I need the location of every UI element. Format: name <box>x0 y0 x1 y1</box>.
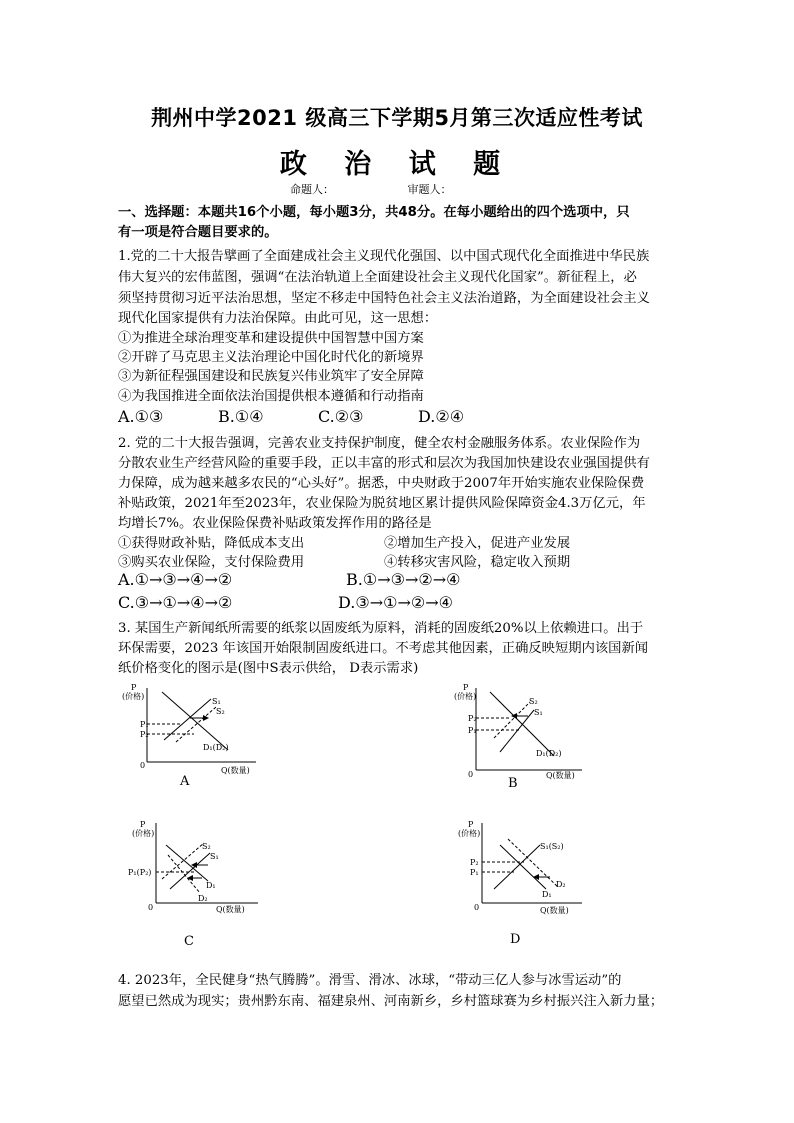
q1-item: ③为新征程强国建设和民族复兴伟业筑牢了安全屏障 <box>118 369 424 384</box>
graph-b-curve: S₂ <box>529 697 538 706</box>
graph-a-curve: S₁ <box>212 697 221 706</box>
reviewer-label: 审题人： <box>407 183 452 196</box>
q3-line: 环保需要，2023 年该国开始限制固废纸进口。不考虑其他因素，正确反映短期内该国新闻 <box>118 641 649 656</box>
graph-c-letter: C <box>184 934 194 949</box>
graph-a-letter: A <box>180 774 190 789</box>
q1-item: ①为推进全球治理变革和建设提供中国智慧中国方案 <box>118 331 424 346</box>
author-label: 命题人： <box>290 183 334 196</box>
q4-line: 愿望已然成为现实；贵州黔东南、福建泉州、河南新乡，乡村篮球赛为乡村振兴注入新力量； <box>118 994 664 1009</box>
graph-d-curve: S₁(S₂) <box>540 842 564 851</box>
q1-line: 须坚持贯彻习近平法治思想，坚定不移走中国特色社会主义法治道路，为全面建设社会主义 <box>118 291 650 306</box>
graph-d-p-unit: (价格) <box>458 829 481 838</box>
graph-a-curve: D₁(D₂) <box>203 743 229 752</box>
q1-line: 现代化国家提供有力法治保障。由此可见，这一思想： <box>118 311 438 326</box>
graph-b-curve: D₁(D₂) <box>536 749 562 758</box>
graph-c-q-axis: Q(数量) <box>216 905 245 914</box>
q1-line: 1.党的二十大报告擘画了全面建成社会主义现代化强国、以中国式现代化全面推进中华民族 <box>118 249 650 264</box>
graph-b-price: P₁ <box>468 726 477 735</box>
graph-b <box>450 680 600 780</box>
graph-b-p-axis: P <box>463 683 469 692</box>
graph-d-price: P₂ <box>470 858 479 867</box>
graph-d-letter: D <box>510 932 521 947</box>
q1-option-b: B.①④ <box>218 407 264 426</box>
graph-a-p-unit: (价格) <box>122 692 145 701</box>
graph-c-curve: S₁ <box>210 852 219 861</box>
graph-d-q-axis: Q(数量) <box>540 906 569 915</box>
q2-item: ④转移灾害风险，稳定收入预期 <box>384 555 571 570</box>
q1-option-d: D.②④ <box>418 407 465 426</box>
graph-b-curve: S₁ <box>534 708 543 717</box>
q2-line: 均增长7%。农业保险保费补贴政策发挥作用的路径是 <box>118 516 432 531</box>
q2-line: 分散农业生产经营风险的重要手段，正以丰富的形式和层次为我国加快建设农业强国提供有 <box>118 456 650 471</box>
graph-b-origin: 0 <box>468 770 474 779</box>
q2-item: ②增加生产投入，促进产业发展 <box>384 536 571 551</box>
graph-b-letter: B <box>508 776 518 791</box>
graph-d-price: P₁ <box>470 868 479 877</box>
q2-line: 补贴政策，2021年至2023年，农业保险为脱贫地区累计提供风险保障资金4.3万亿元，年 <box>118 496 646 511</box>
graph-b-p-unit: (价格) <box>454 692 477 701</box>
graph-a-origin: 0 <box>140 761 146 770</box>
graph-c-p-unit: (价格) <box>132 829 155 838</box>
graph-c-curve: D₂ <box>198 894 208 903</box>
graph-a-price: P₂ <box>140 730 149 739</box>
graph-d <box>450 815 600 915</box>
graph-a-p-axis: P <box>131 683 137 692</box>
graph-c-curve: D₁ <box>206 881 216 890</box>
q1-option-a: A.①③ <box>118 407 164 426</box>
q2-option-b: B.①→③→②→④ <box>346 570 461 589</box>
q1-item: ④为我国推进全面依法治国提供根本遵循和行动指南 <box>118 389 424 404</box>
graph-d-origin: 0 <box>474 903 480 912</box>
q1-line: 伟大复兴的宏伟蓝图，强调“在法治轨道上全面建设社会主义现代化国家”。新征程上，必 <box>118 270 637 285</box>
graph-a-curve: S₂ <box>216 707 225 716</box>
q2-option-a: A.①→③→④→② <box>118 570 233 589</box>
graph-b-price: P₂ <box>468 714 477 723</box>
q3-line: 纸价格变化的图示是(图中S表示供给， D表示需求) <box>118 661 419 676</box>
graph-c-price: P₁(P₂) <box>128 868 152 877</box>
authors-line <box>290 181 522 197</box>
q2-item: ③购买农业保险，支付保险费用 <box>118 555 305 570</box>
graph-a-price: P₁ <box>140 720 149 729</box>
graph-c <box>118 815 268 915</box>
graph-c-origin: 0 <box>148 903 154 912</box>
q2-line: 2. 党的二十大报告强调，完善农业支持保护制度，健全农村金融服务体系。农业保险作为 <box>118 436 641 451</box>
q2-line: 力保障，成为越来越多农民的“心头好”。据悉，中央财政于2007年开始实施农业保险保费 <box>118 476 645 491</box>
q3-line: 3. 某国生产新闻纸所需要的纸浆以固废纸为原料，消耗的固废纸20%以上依赖进口。出于 <box>118 621 644 636</box>
q2-item: ①获得财政补贴，降低成本支出 <box>118 536 305 551</box>
q2-option-c: C.③→①→④→② <box>118 593 233 612</box>
graph-d-curve: D₂ <box>556 880 566 889</box>
graph-b-q-axis: Q(数量) <box>546 771 575 780</box>
q1-option-c: C.②③ <box>318 407 364 426</box>
subject-title: 政 治 试 题 <box>279 149 515 180</box>
graph-d-curve: D₁ <box>542 890 552 899</box>
section-heading-line2: 有一项是符合题目要求的。 <box>118 225 278 240</box>
graph-a-q-axis: Q(数量) <box>221 766 250 775</box>
graph-c-curve: S₂ <box>202 842 211 851</box>
exam-title: 荆州中学2021 级高三下学期5月第三次适应性考试 <box>151 106 643 130</box>
section-heading-line1: 一、选择题：本题共16个小题，每小题3分，共48分。在每小题给出的四个选项中，只 <box>118 205 630 220</box>
graph-a <box>118 680 268 780</box>
graph-d-p-axis: P <box>468 820 474 829</box>
q1-item: ②开辟了马克思主义法治理论中国化时代化的新境界 <box>118 350 424 365</box>
graph-c-p-axis: P <box>140 820 146 829</box>
q2-option-d: D.③→①→②→④ <box>338 593 453 612</box>
q4-line: 4. 2023年，全民健身“热气腾腾”。滑雪、滑冰、冰球，“带动三亿人参与冰雪运动”的 <box>118 973 622 988</box>
